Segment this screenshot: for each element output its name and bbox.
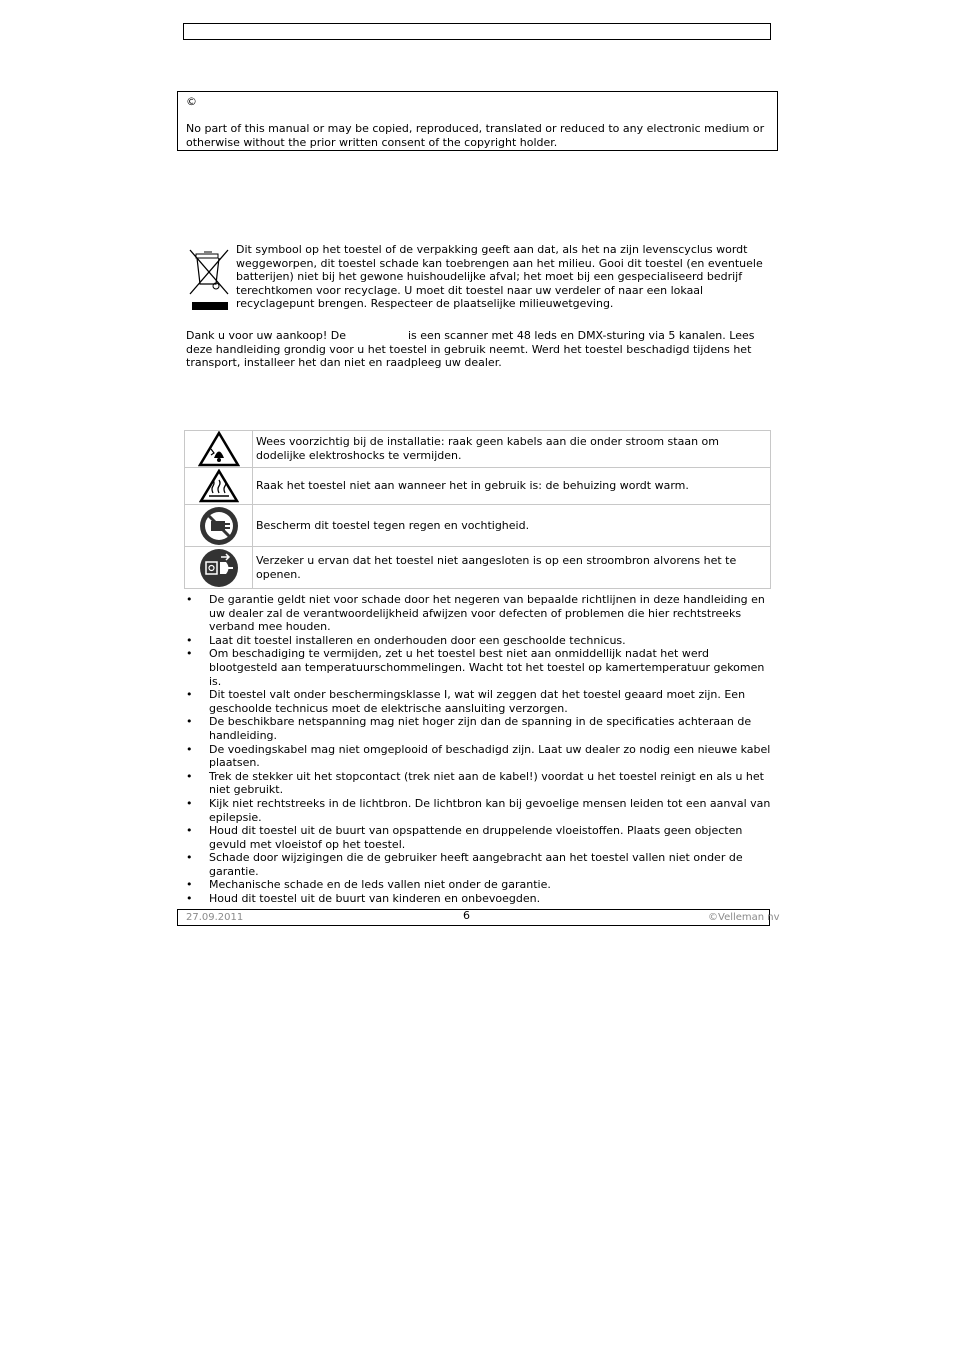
list-item: • Dit toestel valt onder beschermingsklasse I, wat wil zeggen dat het toestel geaard moet zijn. Een geschoolde technicus moet de elektrische aansluiting verzorgen. (186, 688, 771, 715)
list-item: • Schade door wijzigingen die de gebruiker heeft aangebracht aan het toestel vallen niet onder de garantie. (186, 851, 771, 878)
footer-copyright: ©Velleman nv (708, 912, 780, 923)
warning-text: Verzeker u ervan dat het toestel niet aangesloten is op een stroombron alvorens het te openen. (253, 547, 771, 589)
warning-text: Wees voorzichtig bij de installatie: raak geen kabels aan die onder stroom staan om dodelijke elektroshocks te vermijden. (253, 431, 771, 468)
warning-row (185, 468, 771, 505)
list-item: • De garantie geldt niet voor schade door het negeren van bepaalde richtlijnen in deze handleiding en uw dealer zal de verantwoordelijkheid afwijzen voor defecten of problemen die hier rechtstreeks verband mee houden. (186, 593, 771, 634)
no-moisture-icon (199, 506, 239, 546)
unplug-before-opening-icon (199, 548, 239, 588)
intro-part2: is een scanner met 48 leds en DMX-sturing via 5 kanalen. Lees deze handleiding grondig voor u het toestel in gebruik neemt. Werd het toestel beschadigd tijdens het transport, installeer het dan niet en raadpleeg uw dealer. (186, 329, 755, 370)
electric-shock-warning-icon (198, 431, 240, 467)
intro-paragraph (186, 329, 771, 370)
copyright-symbol: © (186, 95, 197, 108)
list-item: • De beschikbare netspanning mag niet hoger zijn dan de spanning in de specificaties achteraan de handleiding. (186, 715, 771, 742)
safety-rules-list (186, 593, 771, 906)
list-item: • De voedingskabel mag niet omgeplooid of beschadigd zijn. Laat uw dealer zo nodig een nieuwe kabel plaatsen. (186, 743, 771, 770)
copyright-text: No part of this manual or may be copied, reproduced, translated or reduced to any electronic medium or otherwise without the prior written consent of the copyright holder. (186, 122, 765, 149)
weee-text: Dit symbool op het toestel of de verpakking geeft aan dat, als het na zijn levenscyclus wordt weggeworpen, dit toestel schade kan toebrengen aan het milieu. Gooi dit toestel (en eventuele batterijen) niet bij het gewone huishoudelijke afval; het moet bij een gespecialiseerd bedrijf terechtkomen voor recyclage. U moet dit toestel naar uw verdeler of naar een lokaal recyclagepunt brengen. Respecteer de plaatselijke milieuwetgeving. (236, 243, 763, 311)
warning-row (185, 547, 771, 589)
list-item: • Mechanische schade en de leds vallen niet onder de garantie. (186, 878, 771, 892)
list-item: • Trek de stekker uit het stopcontact (trek niet aan de kabel!) voordat u het toestel reinigt en als u het niet gebruikt. (186, 770, 771, 797)
footer-date: 27.09.2011 (186, 912, 244, 923)
warning-row (185, 505, 771, 547)
list-item: • Om beschadiging te vermijden, zet u het toestel best niet aan onmiddellijk nadat het werd blootgesteld aan temperatuurschommelingen. Wacht tot het toestel op kamertemperatuur gekomen is. (186, 647, 771, 688)
hot-surface-warning-icon (199, 469, 239, 503)
list-item: • Houd dit toestel uit de buurt van kinderen en onbevoegden. (186, 892, 771, 906)
warning-row (185, 431, 771, 468)
list-item: • Houd dit toestel uit de buurt van opspattende en druppelende vloeistoffen. Plaats geen objecten gevuld met vloeistof op het toestel. (186, 824, 771, 851)
warning-text: Raak het toestel niet aan wanneer het in gebruik is: de behuizing wordt warm. (253, 468, 771, 505)
crossed-out-wheelie-bin-icon (186, 244, 232, 314)
page-number: 6 (463, 909, 470, 922)
footer-box (177, 909, 770, 926)
copyright-box (177, 91, 778, 151)
list-item: • Kijk niet rechtstreeks in de lichtbron. De lichtbron kan bij gevoelige mensen leiden tot een aanval van epilepsie. (186, 797, 771, 824)
warning-text: Bescherm dit toestel tegen regen en vochtigheid. (253, 505, 771, 547)
intro-part1: Dank u voor uw aankoop! De (186, 329, 346, 342)
header-box (183, 23, 771, 40)
list-item: • Laat dit toestel installeren en onderhouden door een geschoolde technicus. (186, 634, 771, 648)
warnings-table (184, 430, 771, 589)
